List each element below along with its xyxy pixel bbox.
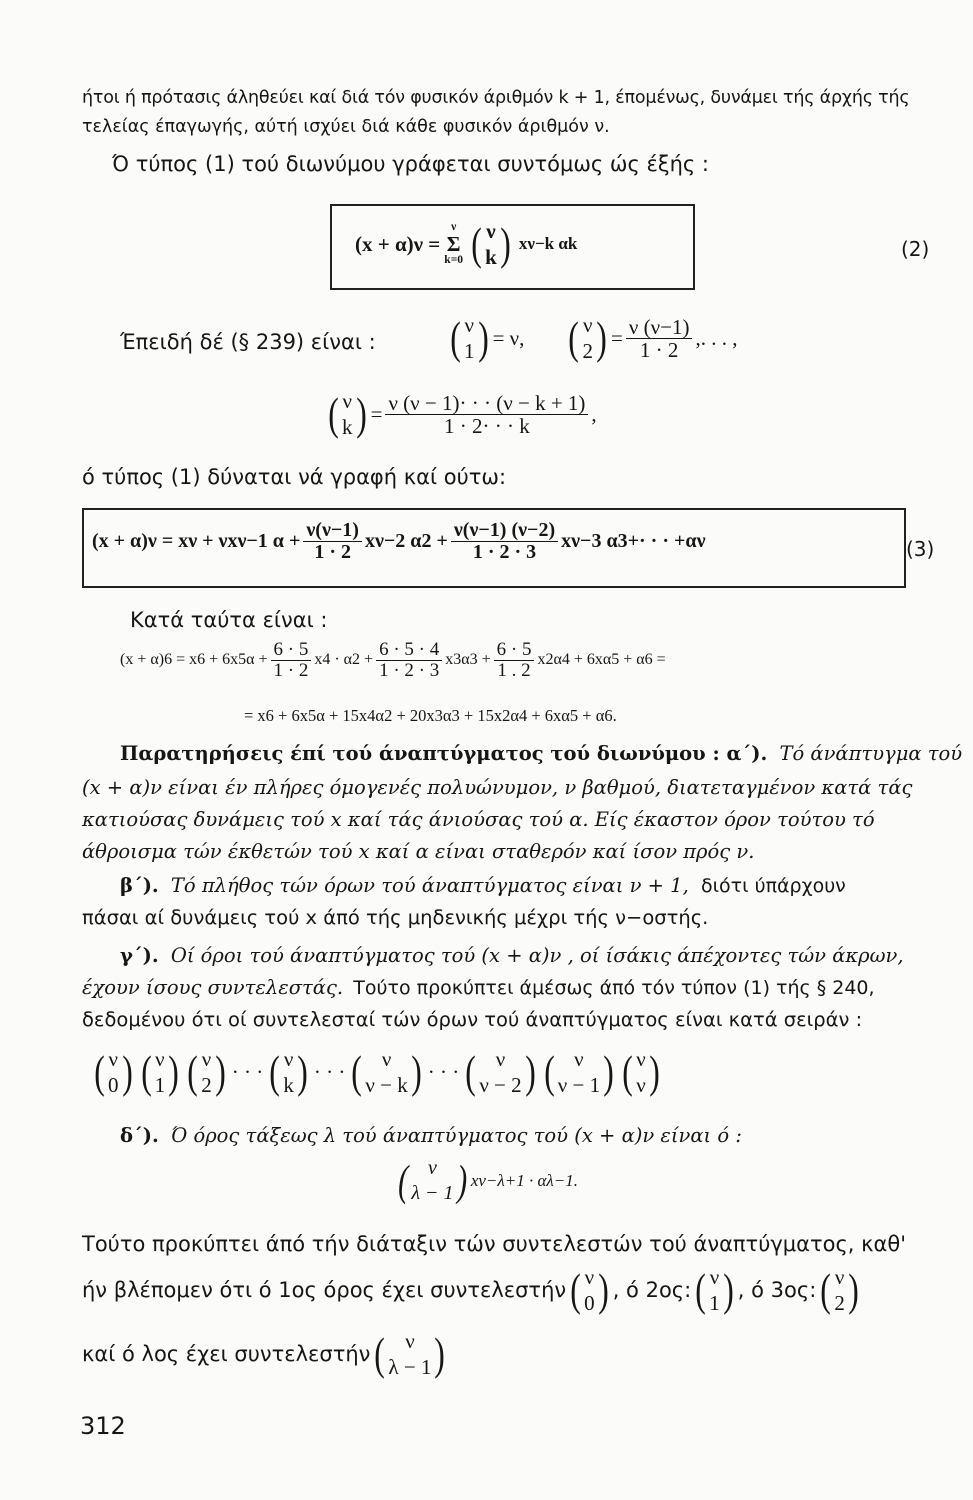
binom-nu-2: ( ν 2 ) bbox=[568, 312, 607, 364]
obs-g-line-1 bbox=[120, 944, 904, 967]
fraction-numerator: ν (ν−1) bbox=[626, 316, 693, 339]
fraction-numerator: 6 · 5 · 4 bbox=[376, 640, 442, 661]
fraction-numerator: ν(ν−1) (ν−2) bbox=[451, 520, 558, 542]
binom-c4: ( ν λ − 1 ) bbox=[374, 1328, 446, 1380]
obs-b-label: β΄). bbox=[120, 874, 159, 897]
obs-g-italic2: έχουν ίσους συντελεστάς. bbox=[82, 976, 344, 999]
binom-bottom: 1 bbox=[154, 1073, 166, 1098]
obs-g-italic: Οί όροι τού άναπτύγματος τού (x + α)ν , οί ίσάκις άπέχοντες τών άκρων, bbox=[170, 944, 904, 967]
closing-line-3a: καί ό λος έχει συντελεστήν bbox=[82, 1342, 371, 1367]
obs-a-line-1 bbox=[120, 742, 962, 765]
obs-b-line-2: πάσαι αί δυνάμεις τού x άπό τής μηδενικής μέχρι τής ν−οστής. bbox=[82, 906, 709, 929]
fraction-numerator: ν(ν−1) bbox=[303, 520, 362, 542]
coeff-binom: ( ν k ) bbox=[269, 1046, 308, 1098]
binom-bottom: 1 bbox=[709, 1291, 720, 1316]
fraction-nu-k bbox=[385, 392, 588, 437]
fraction-numerator: 6 · 5 bbox=[494, 640, 535, 661]
ellipsis-tail: ,. . . , bbox=[695, 325, 738, 350]
coeff-dots: · · · bbox=[313, 1059, 346, 1084]
coeff-binom: ( ν 1 ) bbox=[140, 1046, 179, 1098]
binom-top: ν bbox=[582, 313, 593, 337]
closing-line-2c: , ό 3ος: bbox=[737, 1278, 817, 1303]
epeidh-text: Έπειδή δέ (§ 239) είναι : bbox=[120, 330, 376, 354]
example-line-2: = x6 + 6x5α + 15x4α2 + 20x3α3 + 15x2α4 + 6xα5 + α6. bbox=[244, 706, 617, 725]
binom-top: ν bbox=[342, 389, 353, 413]
obs-a-line-2: (x + α)ν είναι έν πλήρες όμογενές πολυώνυμον, ν βαθμού, διατεταγμένον κατά τάς bbox=[82, 776, 913, 799]
obs-b-line-1 bbox=[120, 874, 846, 897]
binom-top: ν bbox=[584, 1265, 595, 1289]
fraction-f3-1 bbox=[303, 520, 362, 563]
coefficient-sequence bbox=[90, 1046, 664, 1099]
obs-g-label: γ΄). bbox=[120, 944, 159, 967]
intro-line-2: τελείας έπαγωγής, αύτή ισχύει διά κάθε φυσικόν άριθμόν ν. bbox=[82, 117, 610, 137]
binom-top: ν bbox=[709, 1265, 720, 1289]
binom-top: ν bbox=[283, 1047, 294, 1071]
fraction-denominator: 1 · 2 · 3 bbox=[472, 541, 537, 563]
coeff-binom: ( ν 0 ) bbox=[94, 1046, 133, 1098]
binom-nu-1: ( ν 1 ) bbox=[450, 312, 489, 364]
obs-g-line-2 bbox=[82, 976, 875, 999]
sum-symbol: Σ bbox=[446, 231, 461, 256]
binom-nu-k-general: ( ν k ) bbox=[328, 388, 367, 440]
fraction-ex-3 bbox=[494, 640, 535, 681]
obs-title: Παρατηρήσεις έπί τού άναπτύγματος τού διωνύμου : α΄). bbox=[120, 742, 768, 765]
sum-operator bbox=[444, 222, 463, 266]
formula-3-part2: xν−2 α2 + bbox=[364, 530, 448, 552]
obs-a-text1: Τό άνάπτυγμα τού bbox=[779, 742, 963, 765]
obs-d-label: δ΄). bbox=[120, 1124, 159, 1147]
fraction-denominator: 1 · 2· · · k bbox=[444, 413, 530, 438]
kata-line: Κατά ταύτα είναι : bbox=[130, 608, 328, 632]
closing-line-2 bbox=[82, 1264, 863, 1317]
binom-c1: ( ν 0 ) bbox=[570, 1264, 609, 1316]
binom-bottom: 2 bbox=[582, 339, 593, 364]
binom-bottom: 0 bbox=[584, 1291, 595, 1316]
example-part3: x3α3 + bbox=[445, 651, 491, 669]
coeff-dots: · · · bbox=[427, 1059, 460, 1084]
formula-3-label: (3) bbox=[906, 537, 935, 561]
binom-k-formula: ( ν k ) = $\frac{\nu (\nu - 1)\cdot \cdot \cdot (\nu - k + 1)}{1 \cdot 2\cdot \cdot \cdot k}$ , bbox=[324, 388, 597, 441]
binom-bottom: λ − 1 bbox=[388, 1355, 432, 1380]
fraction-nu-2 bbox=[626, 316, 693, 361]
example-part4: x2α4 + 6xα5 + α6 = bbox=[537, 651, 666, 669]
binom-bottom: k bbox=[485, 245, 497, 270]
obs-b-italic: Τό πλήθος τών όρων τού άναπτύγματος είναι ν + 1, bbox=[170, 874, 689, 897]
binom-bottom: 1 bbox=[464, 339, 475, 364]
binom-bottom: 2 bbox=[834, 1291, 845, 1316]
fraction-ex-2 bbox=[376, 640, 442, 681]
epeidh-formulas: ( ν 1 ) = ν, ( ν 2 ) = $\frac{\nu (\nu-1)}{1 \cdot 2}$ ,. . . , bbox=[446, 312, 737, 365]
closing-line-3 bbox=[82, 1328, 450, 1381]
closing-line-1: Τούτο προκύπτει άπό τήν διάταξιν τών συντελεστών τού άναπτύγματος, καθ' bbox=[82, 1232, 906, 1256]
sum-upper: ν bbox=[451, 221, 457, 234]
binom-top: ν bbox=[201, 1047, 212, 1071]
binom-top: ν bbox=[834, 1265, 845, 1289]
binom-bottom: 2 bbox=[201, 1073, 212, 1098]
coeff-binom: ( ν ν − 2 ) bbox=[465, 1046, 536, 1098]
fraction-ex-1 bbox=[271, 640, 312, 681]
fraction-denominator: 1 · 2 · 3 bbox=[379, 659, 440, 681]
binom-nu-k: ( ν k ) bbox=[471, 218, 511, 270]
fraction-denominator: 1 · 2 bbox=[639, 337, 679, 362]
coeff-binom: ( ν ν − 1 ) bbox=[543, 1046, 614, 1098]
binom-top: ν bbox=[108, 1047, 119, 1071]
binom-bottom: k bbox=[342, 415, 353, 440]
binom-top: ν bbox=[486, 219, 496, 243]
coeff-binom: ( ν 2 ) bbox=[187, 1046, 226, 1098]
formula-3-part1: (x + α)ν = xν + νxν−1 α + bbox=[92, 530, 301, 552]
binom-bottom: k bbox=[283, 1073, 294, 1098]
fraction-f3-2 bbox=[451, 520, 558, 563]
delta-term: xν−λ+1 · αλ−1. bbox=[470, 1171, 578, 1190]
binom-top: ν bbox=[155, 1047, 165, 1071]
binom-top: ν bbox=[381, 1047, 392, 1071]
obs-g-rest: Τούτο προκύπτει άμέσως άπό τόν τύπον (1) τής § 240, bbox=[353, 977, 875, 999]
binom-top: ν bbox=[405, 1329, 415, 1353]
binom-bottom: ν − 2 bbox=[479, 1073, 522, 1098]
obs-b-rest: διότι ύπάρχουν bbox=[700, 875, 846, 897]
formula-2 bbox=[355, 218, 577, 271]
closing-line-2b: , ό 2ος: bbox=[612, 1278, 692, 1303]
binom-top: ν bbox=[495, 1047, 506, 1071]
obs-a-line-3: κατιούσας δυνάμεις τού x καί τάς άνιούσας τού α. Είς έκαστον όρον τούτου τό bbox=[82, 808, 875, 831]
binom-c2: ( ν 1 ) bbox=[695, 1264, 734, 1316]
fraction-numerator: ν (ν − 1)· · · (ν − k + 1) bbox=[385, 392, 588, 415]
fraction-denominator: 1 · 2 bbox=[273, 659, 309, 681]
example-part1: (x + α)6 = x6 + 6x5α + bbox=[120, 651, 268, 669]
binom-bottom: λ − 1 bbox=[411, 1182, 454, 1204]
sum-lower: k=0 bbox=[444, 253, 464, 266]
coeff-binom: ( ν ν − k ) bbox=[351, 1046, 422, 1098]
obs-d-line bbox=[120, 1124, 742, 1147]
fraction-denominator: 1 · 2 bbox=[314, 541, 351, 563]
binom-top: ν bbox=[636, 1047, 646, 1071]
coeff-dots: · · · bbox=[231, 1059, 264, 1084]
formula-3-part3: xν−3 α3+· · · +αν bbox=[561, 530, 706, 552]
formula-3 bbox=[92, 520, 706, 563]
formula-2-lhs: (x + α)ν = bbox=[355, 231, 441, 256]
delta-formula bbox=[394, 1156, 578, 1206]
obs-a-line-4: άθροισμα τών έκθετών τού x καί α είναι σταθερόν καί ίσον πρός ν. bbox=[82, 840, 755, 863]
binom-c3: ( ν 2 ) bbox=[820, 1264, 859, 1316]
example-line-1 bbox=[120, 640, 666, 681]
intro-line-3: Ό τύπος (1) τού διωνύμου γράφεται συντόμως ώς έξής : bbox=[112, 152, 709, 176]
coeff-binom: ( ν ν ) bbox=[622, 1046, 660, 1098]
obs-d-italic: Ό όρος τάξεως λ τού άναπτύγματος τού (x + α)ν είναι ό : bbox=[170, 1124, 742, 1147]
formula-2-label: (2) bbox=[901, 237, 930, 261]
page-number: 312 bbox=[80, 1412, 126, 1440]
obs-g-line-3: δεδομένου ότι οί συντελεσταί τών όρων τού άναπτύγματος είναι κατά σειράν : bbox=[82, 1008, 863, 1031]
formula-2-term: xν−k αk bbox=[518, 234, 578, 254]
otypos-line: ό τύπος (1) δύναται νά γραφή καί ούτω: bbox=[82, 465, 507, 489]
binom-top: ν bbox=[464, 313, 475, 337]
example-part2: x4 · α2 + bbox=[314, 651, 374, 669]
fraction-denominator: 1 . 2 bbox=[497, 659, 531, 681]
binom-top: ν bbox=[574, 1047, 584, 1071]
b1-rhs: = ν, bbox=[492, 325, 525, 350]
intro-line-1: ήτοι ή πρότασις άληθεύει καί διά τόν φυσικόν άριθμόν k + 1, έπομένως, δυνάμει τής άρχής τής bbox=[82, 88, 910, 108]
binom-nu-lambda: ( ν λ − 1 ) bbox=[398, 1157, 467, 1205]
binom-bottom: ν bbox=[636, 1073, 646, 1098]
binom-bottom: 0 bbox=[108, 1073, 119, 1098]
fraction-numerator: 6 · 5 bbox=[271, 640, 312, 661]
binom-top: ν bbox=[427, 1157, 437, 1179]
closing-line-2a: ήν βλέπομεν ότι ό 1ος όρος έχει συντελεστήν bbox=[82, 1278, 567, 1303]
binom-bottom: ν − k bbox=[365, 1073, 408, 1098]
binom-bottom: ν − 1 bbox=[557, 1073, 601, 1098]
